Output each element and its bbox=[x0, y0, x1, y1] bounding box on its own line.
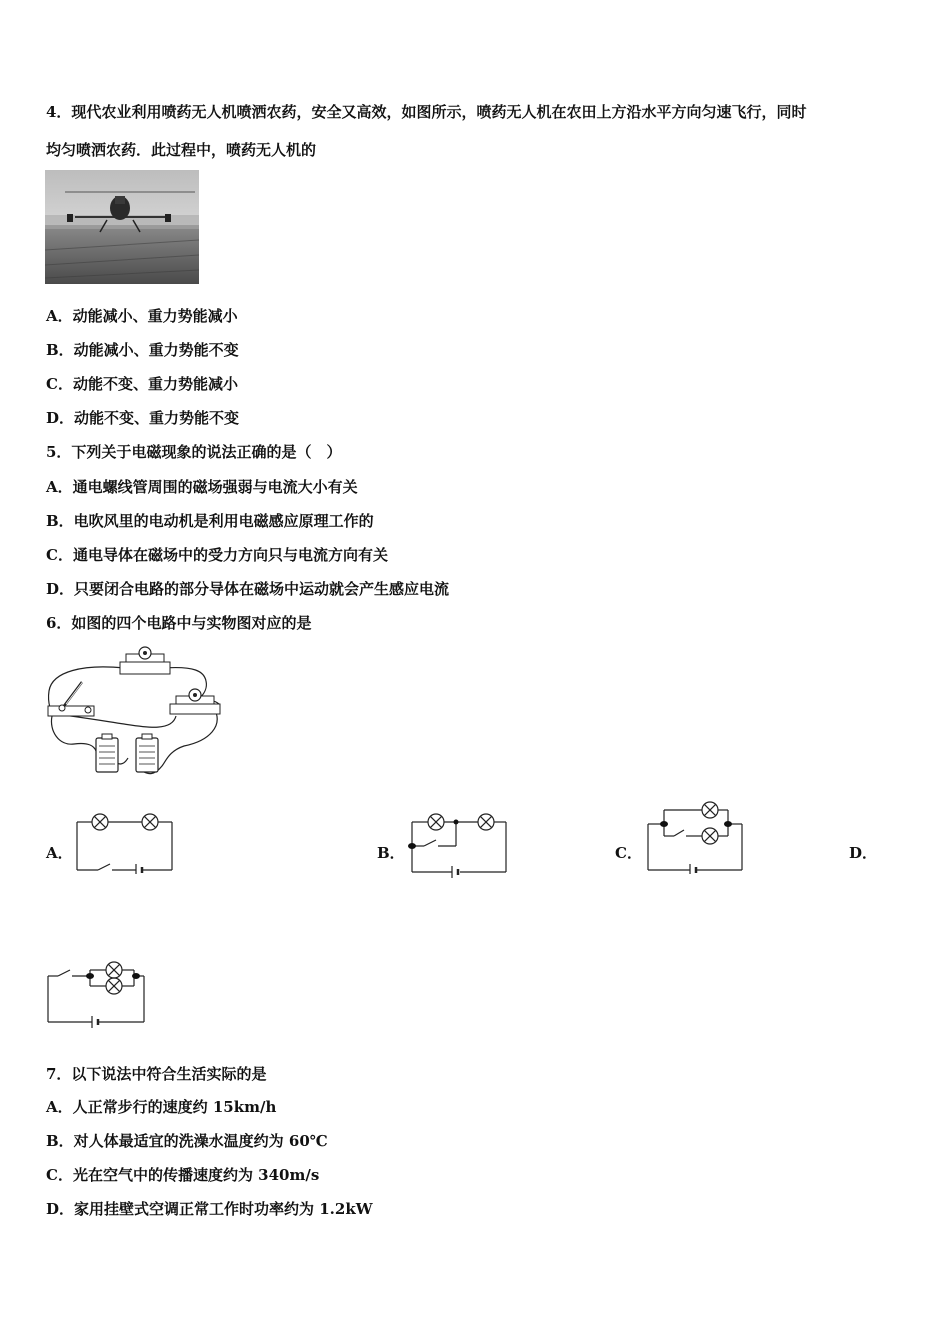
physical-circuit-figure bbox=[44, 646, 226, 782]
q5-option-c: C．通电导体在磁场中的受力方向只与电流方向有关 bbox=[46, 546, 388, 564]
q4-option-b: B．动能减小、重力势能不变 bbox=[46, 341, 239, 359]
circuit-option-b bbox=[404, 812, 510, 878]
q4-stem-line2: 均匀喷洒农药．此过程中，喷药无人机的 bbox=[46, 141, 317, 159]
circuit-option-a bbox=[74, 812, 176, 874]
q4-stem-line1: 4．现代农业利用喷药无人机喷洒农药，安全又高效，如图所示，喷药无人机在农田上方沿水平方向匀速飞行，同时 bbox=[46, 103, 807, 121]
q6-label-b: B． bbox=[377, 844, 405, 862]
q7-option-d: D．家用挂壁式空调正常工作时功率约为 1.2kW bbox=[46, 1200, 373, 1218]
q6-label-c: C． bbox=[615, 844, 642, 862]
q5-option-a: A．通电螺线管周围的磁场强弱与电流大小有关 bbox=[46, 478, 358, 496]
q4-option-c: C．动能不变、重力势能减小 bbox=[46, 375, 238, 393]
q7-option-c: C．光在空气中的传播速度约为 340m/s bbox=[46, 1166, 320, 1184]
q6-stem: 6．如图的四个电路中与实物图对应的是 bbox=[46, 614, 312, 632]
q7-stem: 7．以下说法中符合生活实际的是 bbox=[46, 1065, 267, 1083]
circuit-option-d bbox=[44, 960, 150, 1028]
q5-option-d: D．只要闭合电路的部分导体在磁场中运动就会产生感应电流 bbox=[46, 580, 450, 598]
q7-option-b: B．对人体最适宜的洗澡水温度约为 60℃ bbox=[46, 1132, 328, 1150]
q7-option-a: A．人正常步行的速度约 15km/h bbox=[46, 1098, 277, 1116]
q4-option-d: D．动能不变、重力势能不变 bbox=[46, 409, 240, 427]
q4-option-a: A．动能减小、重力势能减小 bbox=[46, 307, 238, 325]
q6-label-a: A． bbox=[46, 844, 73, 862]
q5-stem: 5．下列关于电磁现象的说法正确的是（ ） bbox=[46, 443, 342, 461]
circuit-option-c bbox=[644, 800, 746, 874]
drone-photo bbox=[45, 170, 199, 284]
q5-option-b: B．电吹风里的电动机是利用电磁感应原理工作的 bbox=[46, 512, 374, 530]
q6-label-d: D． bbox=[849, 844, 878, 862]
